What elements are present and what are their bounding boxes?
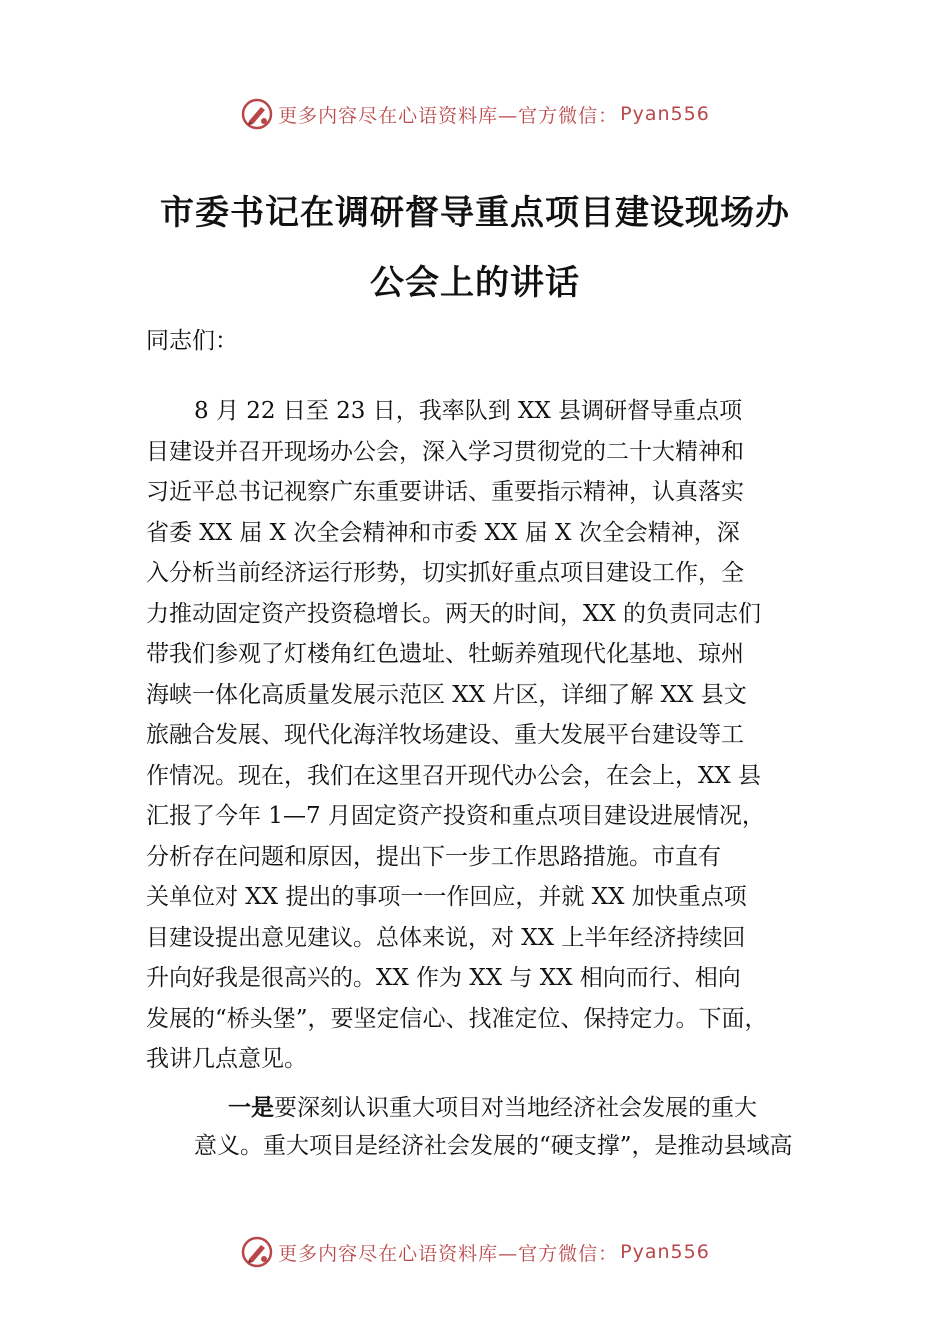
paragraph-line: 习近平总书记视察广东重要讲话、重要指示精神，认真落实 xyxy=(146,479,744,505)
pen-seal-logo-icon xyxy=(240,1235,274,1269)
paragraph-line: 带我们参观了灯楼角红色遗址、牡蛎养殖现代化基地、琼州 xyxy=(146,641,744,667)
document-title-line-1: 市委书记在调研督导重点项目建设现场办 xyxy=(160,193,790,233)
paragraph-line xyxy=(228,1088,757,1128)
paragraph-line: 入分析当前经济运行形势，切实抓好重点项目建设工作，全 xyxy=(146,560,744,586)
paragraph-line: 海峡一体化高质量发展示范区 XX 片区，详细了解 XX 县文 xyxy=(146,681,747,708)
paragraph-line: 旅融合发展、现代化海洋牧场建设、重大发展平台建设等工 xyxy=(146,722,744,748)
salutation: 同志们： xyxy=(146,328,238,354)
paragraph-line: 关单位对 XX 提出的事项一一作回应，并就 XX 加快重点项 xyxy=(146,884,747,910)
point-lead: 一是 xyxy=(228,1095,274,1121)
watermark-banner-bottom xyxy=(0,1232,950,1272)
watermark-banner-top xyxy=(0,94,950,134)
paragraph-line: 8 月 22 日至 23 日，我率队到 XX 县调研督导重点项 xyxy=(194,398,743,424)
paragraph-line: 我讲几点意见。 xyxy=(146,1046,307,1072)
pen-seal-logo-icon xyxy=(240,97,274,131)
paragraph-line: 汇报了今年 1—7 月固定资产投资和重点项目建设进展情况， xyxy=(146,803,765,829)
point-text: 要深刻认识重大项目对当地经济社会发展的重大 xyxy=(274,1095,757,1121)
paragraph-line: 力推动固定资产投资稳增长。两天的时间，XX 的负责同志们 xyxy=(146,600,762,627)
paragraph-line: 分析存在问题和原因，提出下一步工作思路措施。市直有 xyxy=(146,843,721,870)
banner-text: 更多内容尽在心语资料库—官方微信： xyxy=(278,104,619,127)
banner-wechat-id: Pyan556 xyxy=(620,1241,710,1263)
banner-text: 更多内容尽在心语资料库—官方微信： xyxy=(278,1242,619,1265)
paragraph-line: 目建设并召开现场办公会，深入学习贯彻党的二十大精神和 xyxy=(146,438,744,465)
paragraph-line: 省委 XX 届 X 次全会精神和市委 XX 届 X 次全会精神，深 xyxy=(146,519,740,546)
banner-wechat-id: Pyan556 xyxy=(620,103,710,125)
paragraph-line: 发展的“桥头堡”，要坚定信心、找准定位、保持定力。下面， xyxy=(146,1005,768,1032)
document-title-line-2: 公会上的讲话 xyxy=(370,263,580,303)
paragraph-line: 升向好我是很高兴的。XX 作为 XX 与 XX 相向而行、相向 xyxy=(146,965,741,991)
paragraph-line: 目建设提出意见建议。总体来说，对 XX 上半年经济持续回 xyxy=(146,924,746,951)
paragraph-line: 意义。重大项目是经济社会发展的“硬支撑”，是推动县域高 xyxy=(194,1133,793,1159)
paragraph-line: 作情况。现在，我们在这里召开现代办公会，在会上，XX 县 xyxy=(146,762,762,789)
